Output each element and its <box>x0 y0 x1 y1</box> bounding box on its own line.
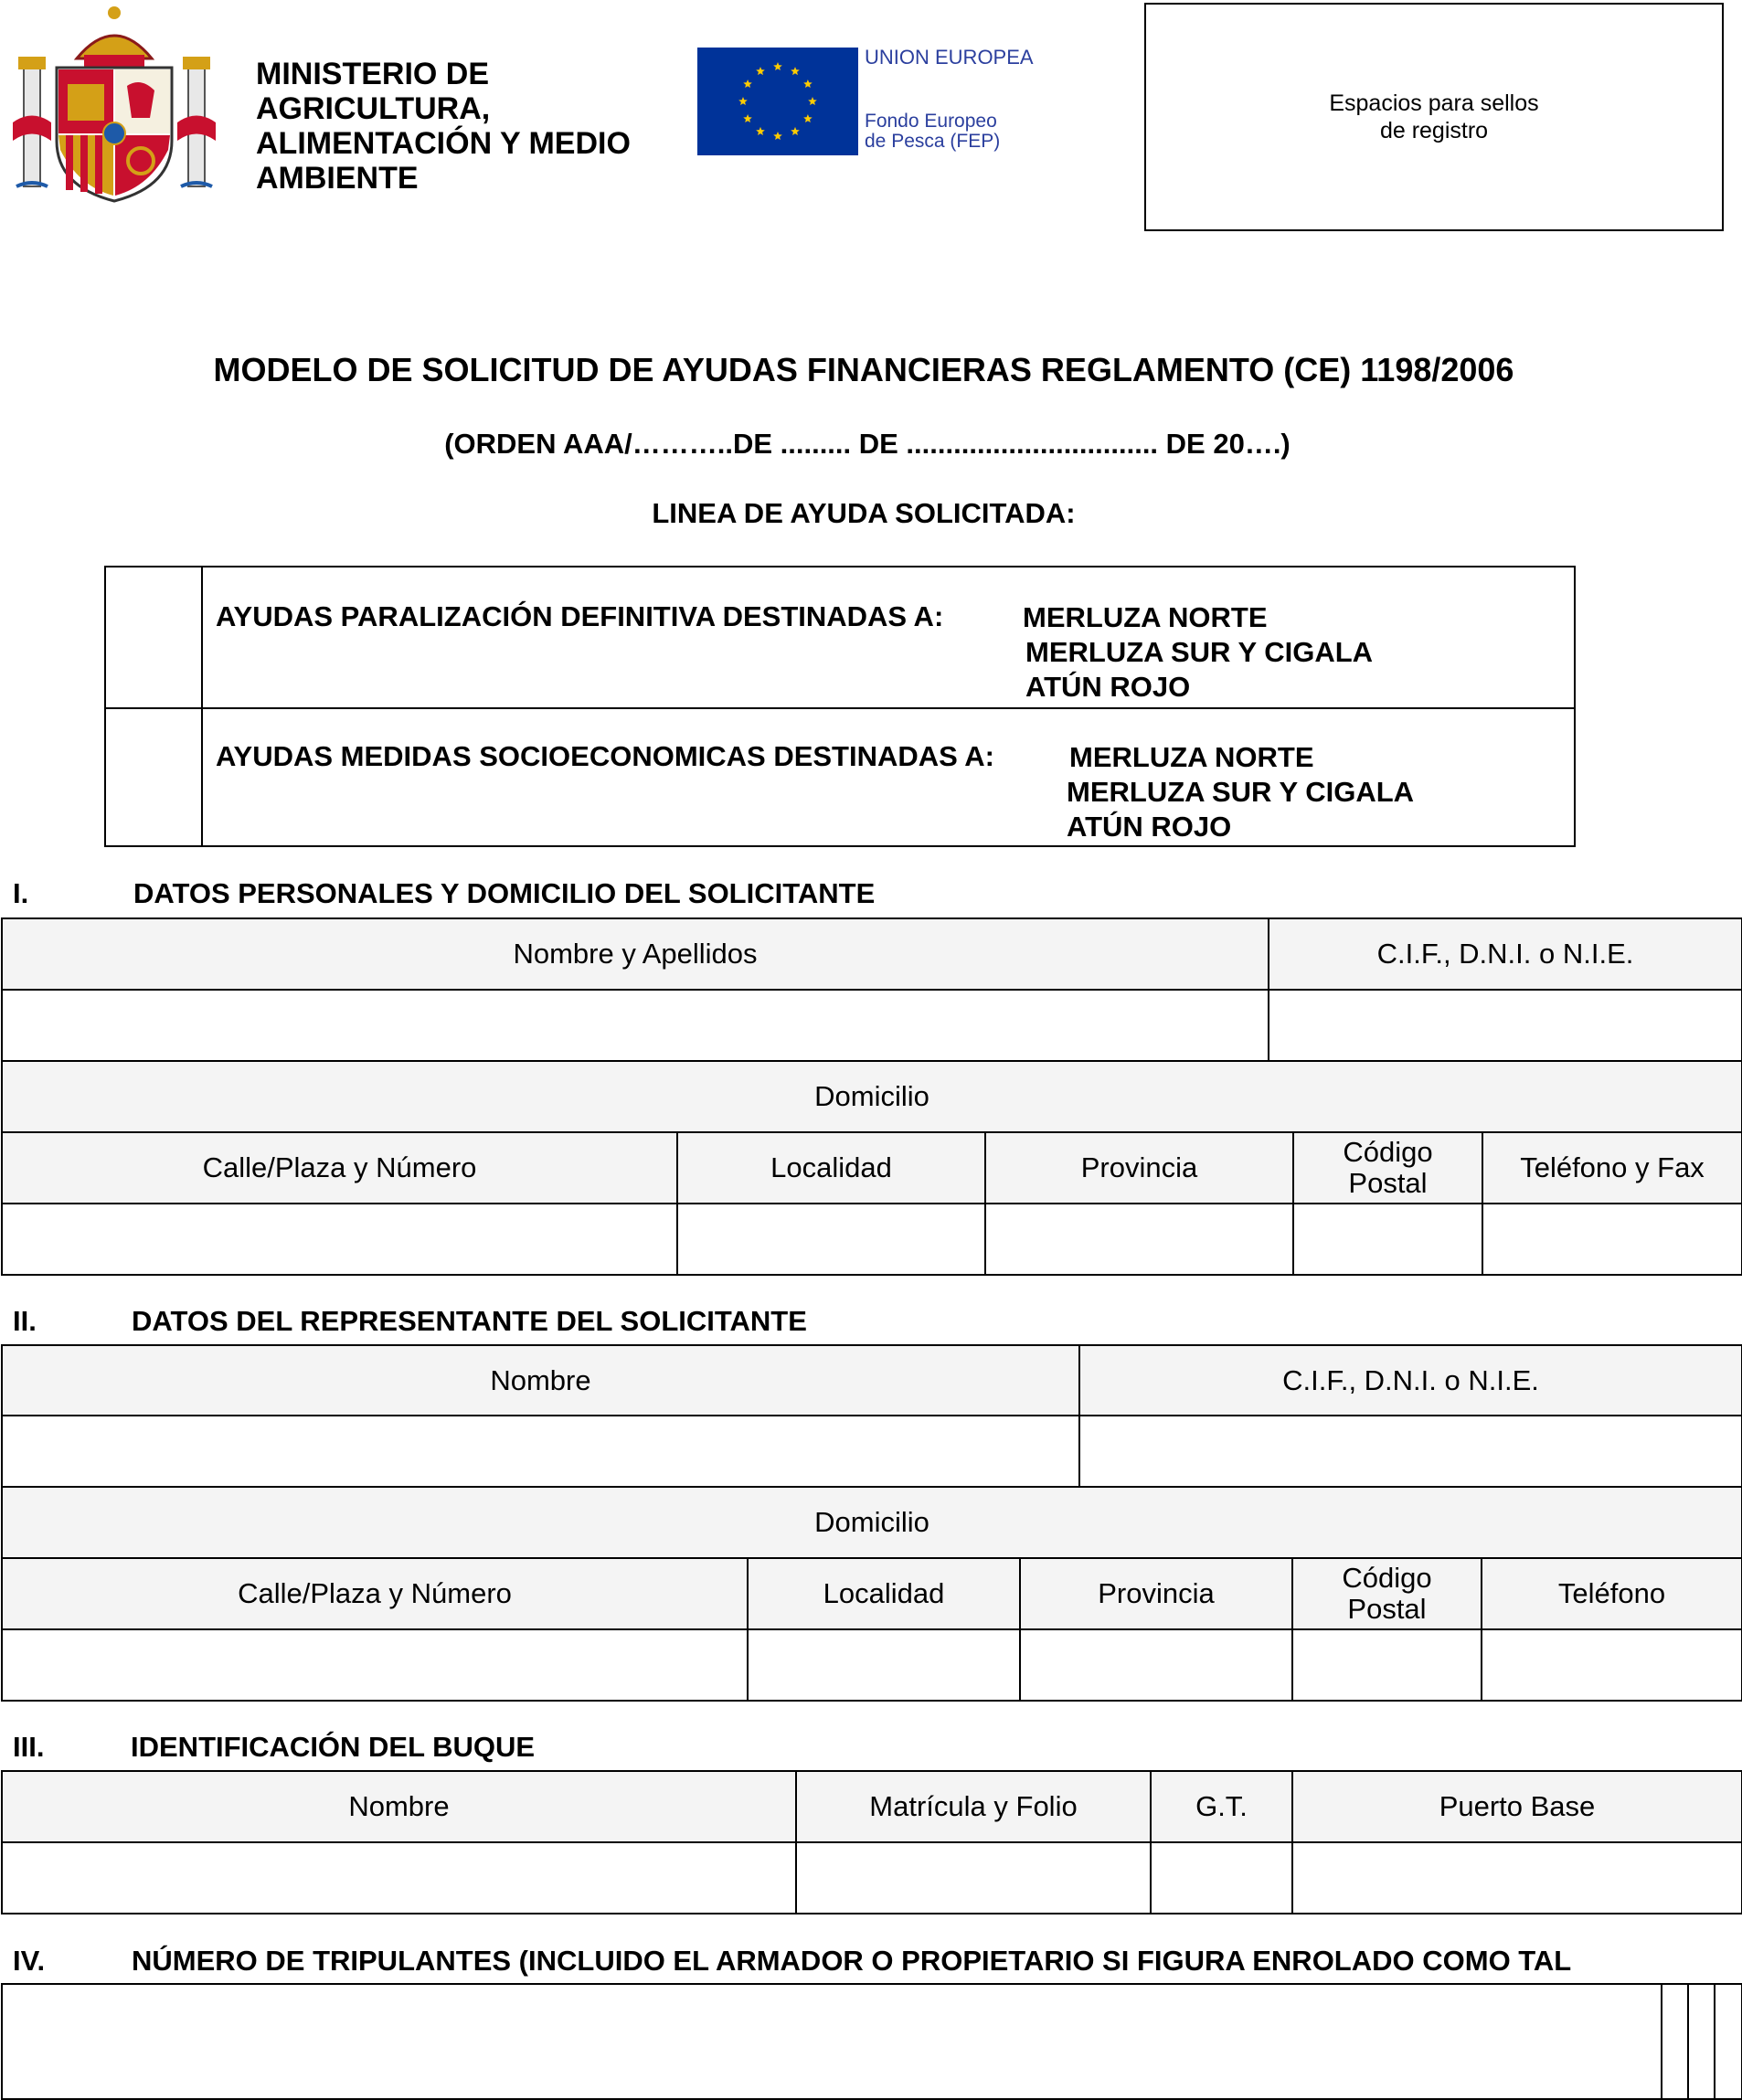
header-cell: Calle/Plaza y Número <box>2 1558 748 1629</box>
phone-field[interactable] <box>1482 1629 1742 1701</box>
eu-logo-subtitle <box>865 111 1000 152</box>
eu-logo-title: UNION EUROPEA <box>865 46 1034 69</box>
representative-name-field[interactable] <box>2 1416 1079 1487</box>
ministry-name <box>256 57 658 196</box>
header-cell: Provincia <box>1020 1558 1292 1629</box>
species-item: MERLUZA SUR Y CIGALA <box>1025 636 1374 668</box>
header-cell: G.T. <box>1151 1771 1292 1842</box>
locality-field[interactable] <box>748 1629 1020 1701</box>
species-item: ATÚN ROJO <box>1025 671 1191 703</box>
stamp-box-text: de registro <box>1379 118 1489 143</box>
header-cell: Nombre <box>2 1771 796 1842</box>
crew-count-field[interactable] <box>2 1984 1662 2099</box>
species-item: MERLUZA NORTE <box>1069 741 1314 773</box>
header-cell: Código Postal <box>1293 1132 1482 1204</box>
digit-box[interactable] <box>1715 1984 1742 2099</box>
species-item: ATÚN ROJO <box>1067 811 1232 843</box>
ministry-line: MINISTERIO DE <box>256 57 490 91</box>
representative-address-table <box>1 1486 1742 1702</box>
section-heading-vessel <box>13 1731 1731 1767</box>
eu-logo-subtitle-line: de Pesca (FEP) <box>865 131 1001 152</box>
header-cell: Nombre y Apellidos <box>2 918 1269 990</box>
header-cell: Localidad <box>748 1558 1020 1629</box>
header-cell: Domicilio <box>2 1487 1742 1558</box>
gross-tonnage-field[interactable] <box>1151 1842 1292 1914</box>
applicant-address-table <box>1 1060 1742 1276</box>
header-cell: Localidad <box>677 1132 985 1204</box>
ministry-line: AGRICULTURA, <box>256 91 491 126</box>
phone-fax-field[interactable] <box>1482 1204 1742 1275</box>
aid-line-label: AYUDAS PARALIZACIÓN DEFINITIVA DESTINADAS A: <box>216 600 944 632</box>
digit-box[interactable] <box>1662 1984 1688 2099</box>
section-heading-personal-data <box>13 877 1731 914</box>
header-cell: Domicilio <box>2 1061 1742 1132</box>
order-reference: (ORDEN AAA/………..DE ......... DE ................................ DE 20….) <box>444 428 1291 460</box>
province-field[interactable] <box>985 1204 1293 1275</box>
registry-stamp-box <box>1144 3 1724 231</box>
section-title: DATOS DEL REPRESENTANTE DEL SOLICITANTE <box>132 1305 807 1337</box>
section-heading-crew <box>13 1945 1740 1981</box>
aid-lines-box <box>104 566 1576 847</box>
section-number: II. <box>13 1305 37 1337</box>
applicant-id-field[interactable] <box>1269 990 1742 1061</box>
header-cell: C.I.F., D.N.I. o N.I.E. <box>1079 1345 1742 1416</box>
postal-code-field[interactable] <box>1292 1629 1482 1701</box>
representative-name-table <box>1 1344 1742 1488</box>
section-heading-representative <box>13 1305 1731 1342</box>
postal-code-field[interactable] <box>1293 1204 1482 1275</box>
header-cell: Teléfono <box>1482 1558 1742 1629</box>
aid-line-label: AYUDAS MEDIDAS SOCIOECONOMICAS DESTINADAS A: <box>216 740 995 772</box>
applicant-name-table <box>1 917 1742 1062</box>
aid-line-heading: LINEA DE AYUDA SOLICITADA: <box>652 497 1076 529</box>
spanish-coat-of-arms-icon <box>13 4 216 207</box>
section-title: NÚMERO DE TRIPULANTES (INCLUIDO EL ARMADOR O PROPIETARIO SI FIGURA ENROLADO COMO TAL <box>132 1945 1572 1977</box>
applicant-name-field[interactable] <box>2 990 1269 1061</box>
street-field[interactable] <box>2 1629 748 1701</box>
locality-field[interactable] <box>677 1204 985 1275</box>
province-field[interactable] <box>1020 1629 1292 1701</box>
header-cell: Código Postal <box>1292 1558 1482 1629</box>
digit-box[interactable] <box>1688 1984 1715 2099</box>
species-item: MERLUZA SUR Y CIGALA <box>1067 776 1415 808</box>
form-title: MODELO DE SOLICITUD DE AYUDAS FINANCIERAS REGLAMENTO (CE) 1198/2006 <box>213 351 1514 388</box>
eu-logo <box>697 44 1036 157</box>
eu-logo-subtitle-line: Fondo Europeo <box>865 111 997 132</box>
aid-line-species <box>1069 740 1414 844</box>
ministry-line: ALIMENTACIÓN Y MEDIO <box>256 126 631 161</box>
aid-line-checkbox[interactable] <box>106 707 203 847</box>
section-number: III. <box>13 1731 45 1763</box>
stamp-box-text: Espacios para sellos <box>1329 90 1539 116</box>
section-number: I. <box>13 877 29 909</box>
crew-count-table <box>1 1983 1742 2100</box>
header-cell: Provincia <box>985 1132 1293 1204</box>
representative-id-field[interactable] <box>1079 1416 1742 1487</box>
registration-field[interactable] <box>796 1842 1151 1914</box>
aid-line-row <box>106 567 1574 709</box>
species-item: MERLUZA NORTE <box>1023 601 1268 633</box>
section-title: DATOS PERSONALES Y DOMICILIO DEL SOLICITANTE <box>133 877 876 909</box>
header-cell: Puerto Base <box>1292 1771 1742 1842</box>
header-cell: Nombre <box>2 1345 1079 1416</box>
header-cell: Matrícula y Folio <box>796 1771 1151 1842</box>
eu-flag-icon <box>697 48 858 155</box>
header-cell: C.I.F., D.N.I. o N.I.E. <box>1269 918 1742 990</box>
section-number: IV. <box>13 1945 46 1977</box>
aid-line-species <box>1023 600 1373 705</box>
section-title: IDENTIFICACIÓN DEL BUQUE <box>131 1731 536 1763</box>
header-cell: Calle/Plaza y Número <box>2 1132 677 1204</box>
vessel-name-field[interactable] <box>2 1842 796 1914</box>
header-cell: Teléfono y Fax <box>1482 1132 1742 1204</box>
aid-line-checkbox[interactable] <box>106 567 203 707</box>
street-field[interactable] <box>2 1204 677 1275</box>
ministry-line: AMBIENTE <box>256 161 419 196</box>
vessel-table <box>1 1770 1742 1914</box>
home-port-field[interactable] <box>1292 1842 1742 1914</box>
aid-line-row <box>106 707 1574 847</box>
